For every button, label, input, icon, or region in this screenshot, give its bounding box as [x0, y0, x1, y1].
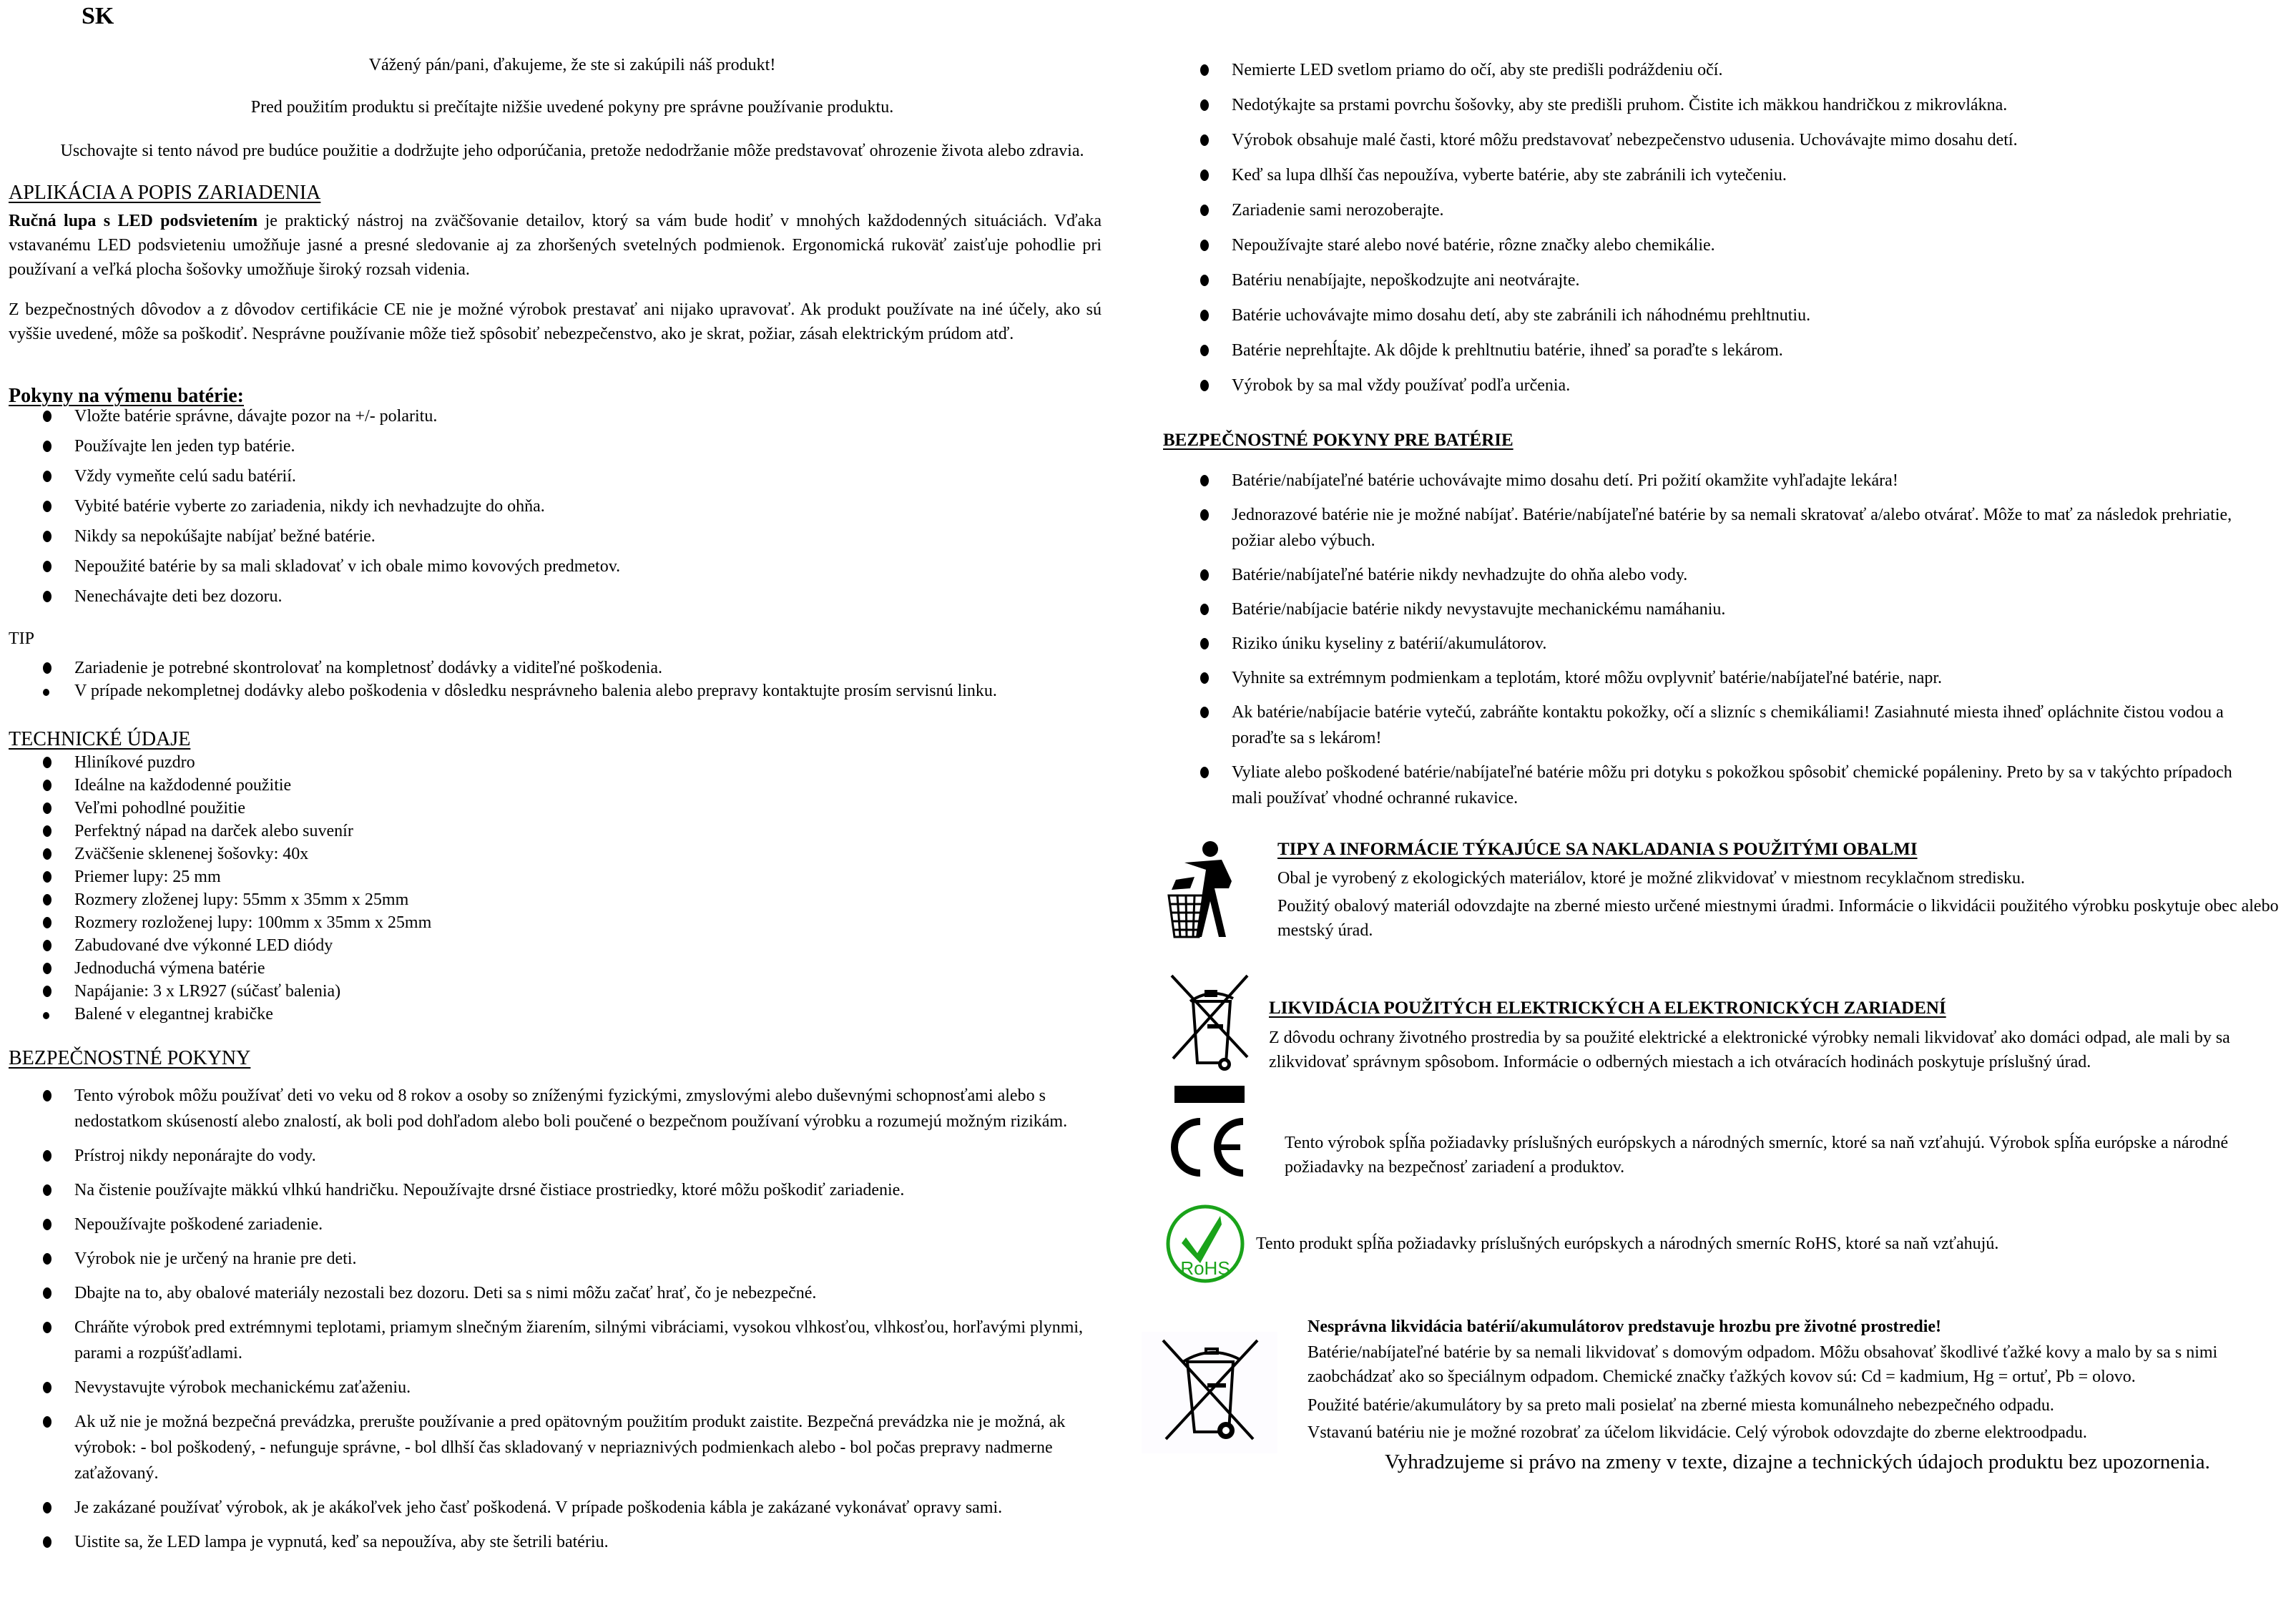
bullet-icon [43, 940, 51, 951]
bullet-icon [43, 848, 51, 860]
list-item [0, 887, 1116, 913]
packaging-text-1: Obal je vyrobený z ekologických materiálov, ktoré je možné zlikvidovať v miestnom recyklačnom stredisku. [1277, 869, 2026, 888]
list-item [1157, 760, 2259, 811]
list-item [0, 1529, 1102, 1555]
bullet-icon [43, 802, 51, 814]
list-item [0, 910, 1116, 936]
list-item-text: Zariadenie je potrebné skontrolovať na kompletnosť dodávky a viditeľné poškodenia. [74, 659, 663, 677]
bullet-icon [43, 471, 51, 482]
list-item [1157, 303, 2273, 328]
list-item [0, 1001, 1116, 1027]
list-item [0, 1280, 1102, 1306]
bullet-icon [43, 1536, 51, 1548]
bullet-icon [43, 1219, 51, 1230]
bullet-icon [43, 1416, 51, 1428]
list-item [1157, 597, 2259, 622]
rohs-check-icon [1164, 1203, 1246, 1285]
rohs-label: RoHS [1180, 1257, 1230, 1279]
read-before-text: Pred použitím produktu si prečítajte nižšie uvedené pokyny pre správne používanie produktu. [250, 98, 894, 117]
list-item-text: Vybité batérie vyberte zo zariadenia, nikdy ich nevhadzujte do ohňa. [74, 497, 545, 516]
battery-replacement-list [0, 403, 1116, 614]
crossed-out-wheelie-bin-icon [1169, 974, 1255, 1110]
crossed-out-bin-battery-icon [1142, 1332, 1277, 1453]
list-item-text: Nemierte LED svetlom priamo do očí, aby ste predišli podráždeniu očí. [1232, 61, 1723, 79]
list-item [1157, 92, 2273, 118]
list-item-text: Výrobok nie je určený na hranie pre deti. [74, 1250, 357, 1268]
bullet-icon [43, 1012, 49, 1019]
packaging-heading: TIPY A INFORMÁCIE TÝKAJÚCE SA NAKLADANIA S POUŽITÝMI OBALMI [1277, 840, 1918, 859]
bullet-icon [1200, 64, 1209, 76]
list-item-text: Chráňte výrobok pred extrémnymi teplotami, priamym slnečným žiarením, silnými vibráciami, vysokou vlhkosťou, vlhkosťou, horľavými plynmi, parami a rozpúšťadlami. [74, 1318, 1084, 1363]
disclaimer-text: Vyhradzujeme si právo na zmeny v texte, dizajne a technických údajoch produktu bez upozornenia. [1385, 1451, 2210, 1473]
list-item [0, 554, 1116, 579]
list-item [0, 463, 1116, 489]
bullet-icon [43, 780, 51, 791]
list-item-text: Ideálne na každodenné použitie [74, 776, 292, 795]
list-item [1157, 127, 2273, 153]
list-item-text: Rozmery zloženej lupy: 55mm x 35mm x 25mm [74, 890, 409, 909]
list-item-text: Vložte batérie správne, dávajte pozor na +/- polaritu. [74, 407, 438, 426]
list-item [0, 864, 1116, 890]
bullet-icon [43, 1287, 51, 1299]
rohs-text: Tento produkt spĺňa požiadavky príslušných európskych a národných smerníc RoHS, ktoré sa naň vzťahujú. [1256, 1235, 1999, 1253]
bullet-icon [1200, 275, 1209, 286]
bullet-icon [1200, 170, 1209, 181]
battery-disposal-heading: Nesprávna likvidácia batérií/akumulátorov predstavuje hrozbu pre životné prostredie! [1308, 1317, 1942, 1336]
list-item-text: Riziko úniku kyseliny z batérií/akumulátorov. [1232, 634, 1547, 653]
list-item-text: Keď sa lupa dlhší čas nepoužíva, vyberte batérie, aby ste zabránili ich vytečeniu. [1232, 166, 1787, 185]
weee-heading: LIKVIDÁCIA POUŽITÝCH ELEKTRICKÝCH A ELEKTRONICKÝCH ZARIADENÍ [1269, 998, 1946, 1018]
list-item [0, 818, 1116, 844]
keep-manual-text: Uschovajte si tento návod pre budúce použitie a dodržujte jeho odporúčania, pretože nedodržanie môže predstavovať ohrozenie života alebo zdravia. [60, 142, 1084, 160]
bullet-icon [43, 561, 51, 572]
bullet-icon [43, 1150, 51, 1162]
list-item-text: Veľmi pohodlné použitie [74, 799, 246, 818]
bullet-icon [1200, 767, 1209, 778]
bullet-icon [43, 1502, 51, 1513]
bullet-icon [43, 441, 51, 452]
list-item [0, 1409, 1102, 1486]
safety-heading: BEZPEČNOSTNÉ POKYNY [9, 1047, 251, 1069]
product-name: Ručná lupa s LED podsvietením [9, 212, 258, 230]
bullet-icon [43, 411, 51, 422]
list-item [0, 841, 1116, 867]
list-item [1157, 665, 2259, 691]
list-item-text: Batérie uchovávajte mimo dosahu detí, aby ste zabránili ich náhodnému prehltnutiu. [1232, 306, 1811, 325]
battery-safety-heading: BEZPEČNOSTNÉ POKYNY PRE BATÉRIE [1163, 431, 1514, 450]
list-item [1157, 502, 2259, 554]
list-item-text: Dbajte na to, aby obalové materiály nezostali bez dozoru. Deti sa s nimi môžu začať hrať, čo je nebezpečné. [74, 1284, 817, 1302]
bullet-icon [43, 531, 51, 542]
list-item-text: Tento výrobok môžu používať deti vo veku od 8 rokov a osoby so zníženými fyzickými, zmyslovými alebo duševnými schopnosťami alebo s nedostatkom skúseností alebo znalostí, ak boli pod dohľadom alebo boli poučené o bezpečnom používaní výrobku a rozumejú možným rizikám. [74, 1086, 1068, 1131]
list-item [1157, 162, 2273, 188]
list-item [0, 1212, 1102, 1237]
list-item [0, 1495, 1102, 1521]
bullet-icon [43, 1090, 51, 1101]
battery-disposal-text-3: Vstavanú batériu nie je možné rozobrať za účelom likvidácie. Celý výrobok odovzdajte do zberne elektroodpadu. [1308, 1423, 2087, 1442]
bullet-icon [43, 963, 51, 974]
list-item-text: Uistite sa, že LED lampa je vypnutá, keď sa nepoužíva, aby ste šetrili batériu. [74, 1533, 609, 1551]
list-item [1157, 57, 2273, 83]
bullet-icon [43, 1253, 51, 1265]
list-item-text: Batérie/nabíjacie batérie nikdy nevystavujte mechanickému namáhaniu. [1232, 600, 1726, 619]
bullet-icon [43, 591, 51, 602]
list-item-text: Zariadenie sami nerozoberajte. [1232, 201, 1444, 220]
list-item-text: Rozmery rozloženej lupy: 100mm x 35mm x 25mm [74, 913, 432, 932]
list-item [0, 750, 1116, 775]
list-item [0, 1177, 1102, 1203]
bullet-icon [43, 894, 51, 905]
list-item-text: Jednoduchá výmena batérie [74, 959, 265, 978]
bullet-icon [43, 917, 51, 928]
list-item-text: V prípade nekompletnej dodávky alebo poškodenia v dôsledku nesprávneho balenia alebo prepravy kontaktujte prosím servisnú linku. [74, 682, 997, 700]
bullet-icon [43, 662, 51, 674]
list-item [0, 1083, 1102, 1134]
list-item-text: Nikdy sa nepokúšajte nabíjať bežné batérie. [74, 527, 376, 546]
list-item-text: Výrobok by sa mal vždy používať podľa určenia. [1232, 376, 1571, 395]
bullet-icon [1200, 672, 1209, 684]
list-item-text: Nenechávajte deti bez dozoru. [74, 587, 283, 606]
tip-heading: TIP [9, 629, 34, 648]
bullet-icon [43, 871, 51, 883]
tip-list [0, 655, 1116, 701]
list-item [1157, 373, 2273, 398]
list-item-text: Batériu nenabíjajte, nepoškodzujte ani neotvárajte. [1232, 271, 1580, 290]
litter-bin-person-icon [1166, 837, 1245, 951]
battery-disposal-text-1: Batérie/nabíjateľné batérie by sa nemali likvidovať s domovým odpadom. Môžu obsahovať škodlivé ťažké kovy a malo by sa s nimi zaobchádzať ako so špeciálnym odpadom. Chemické značky ťažkých kovov sú: Cd = kadmium, Hg = ortuť, Pb = olovo. [1308, 1343, 2218, 1386]
bullet-icon [1200, 345, 1209, 356]
list-item [0, 403, 1116, 429]
list-item-text: Nepoužívajte poškodené zariadenie. [74, 1215, 323, 1234]
application-description [9, 209, 1102, 282]
list-item [0, 772, 1116, 798]
list-item-text: Je zakázané používať výrobok, ak je akákoľvek jeho časť poškodená. V prípade poškodenia kábla je zakázané vykonávať opravy sami. [74, 1498, 1003, 1517]
bullet-icon [43, 986, 51, 997]
packaging-text-2: Použitý obalový materiál odovzdajte na zberné miesto určené miestnymi úradmi. Informácie o likvidácii použitého výrobku poskytuje obec alebo mestský úrad. [1277, 897, 2279, 940]
bullet-icon [43, 1322, 51, 1333]
list-item-text: Hliníkové puzdro [74, 753, 195, 772]
list-item [0, 933, 1116, 958]
bullet-icon [43, 1382, 51, 1393]
list-item [1157, 197, 2273, 223]
bullet-icon [1200, 707, 1209, 718]
list-item-text: Priemer lupy: 25 mm [74, 868, 221, 886]
bullet-icon [43, 1184, 51, 1196]
list-item [0, 1246, 1102, 1272]
weee-text: Z dôvodu ochrany životného prostredia by sa použité elektrické a elektronické výrobky nemali likvidovať ako domáci odpad, ale mali by sa zlikvidovať správnym spôsobom. Informácie o odberných miestach a ich otváracích hodinách poskytuje príslušný úrad. [1269, 1029, 2230, 1071]
list-item-text: Napájanie: 3 x LR927 (súčasť balenia) [74, 982, 341, 1001]
list-item-text: Vždy vymeňte celú sadu batérií. [74, 467, 296, 486]
bullet-icon [43, 689, 49, 696]
list-item [0, 956, 1116, 981]
bullet-icon [1200, 240, 1209, 251]
list-item-text: Nedotýkajte sa prstami povrchu šošovky, aby ste predišli pruhom. Čistite ich mäkkou handričkou z mikrovlákna. [1232, 96, 2008, 114]
bullet-icon [1200, 134, 1209, 146]
list-item-text: Jednorazové batérie nie je možné nabíjať. Batérie/nabíjateľné batérie by sa nemali skratovať a/alebo otvárať. Môže to mať za následok prehriatie, požiar alebo výbuch. [1232, 506, 2232, 550]
list-item-text: Vyliate alebo poškodené batérie/nabíjateľné batérie môžu pri dotyku s pokožkou spôsobiť chemické popáleniny. Preto by sa v takýchto prípadoch mali používať vhodné ochranné rukavice. [1232, 763, 2232, 808]
list-item [0, 433, 1116, 459]
list-item [0, 584, 1116, 609]
bullet-icon [1200, 604, 1209, 615]
ce-text: Tento výrobok spĺňa požiadavky príslušných európskych a národných smerníc, ktoré sa naň vzťahujú. Výrobok spĺňa európske a národné požiadavky na bezpečnosť zariadení a produktov. [1285, 1134, 2229, 1177]
bullet-icon [43, 501, 51, 512]
safety-list [0, 1083, 1102, 1564]
list-item [1157, 468, 2259, 494]
list-item [0, 1143, 1102, 1169]
list-item [0, 678, 1116, 704]
list-item [0, 978, 1116, 1004]
description-text: je praktický nástroj na zväčšovanie detailov, ktorý sa vám bude hodiť v mnohých každodenných situáciách. Vďaka vstavanému LED podsvieteniu umožňuje jasné a presné sledovanie aj za zhoršených svetelných podmienok. Ergonomická rukoväť zaisťuje pohodlie pri používaní a veľká plocha šošovky umožňuje široký rozsah videnia. [9, 212, 1102, 279]
bullet-icon [1200, 569, 1209, 581]
list-item-text: Nepoužité batérie by sa mali skladovať v ich obale mimo kovových predmetov. [74, 557, 621, 576]
list-item [1157, 700, 2259, 751]
list-item-text: Zväčšenie sklenenej šošovky: 40x [74, 845, 309, 863]
list-item [1157, 631, 2259, 657]
ce-mark-icon [1169, 1117, 1249, 1177]
list-item-text: Balené v elegantnej krabičke [74, 1005, 273, 1024]
greeting-text: Vážený pán/pani, ďakujeme, že ste si zakúpili náš produkt! [368, 56, 776, 74]
language-code: SK [82, 3, 114, 29]
list-item-text: Výrobok obsahuje malé časti, ktoré môžu predstavovať nebezpečenstvo udusenia. Uchovávajte mimo dosahu detí. [1232, 131, 2018, 149]
list-item-text: Používajte len jeden typ batérie. [74, 437, 295, 456]
list-item [0, 494, 1116, 519]
list-item-text: Vyhnite sa extrémnym podmienkam a teplotám, ktoré môžu ovplyvniť batérie/nabíjateľné batérie, napr. [1232, 669, 1943, 687]
bullet-icon [1200, 475, 1209, 486]
list-item-text: Batérie/nabíjateľné batérie uchovávajte mimo dosahu detí. Pri požití okamžite vyhľadajte lekára! [1232, 471, 1898, 490]
list-item-text: Ak batérie/nabíjacie batérie vytečú, zabráňte kontaktu pokožky, očí a slizníc s chemikáliami! Zasiahnuté miesta ihneď opláchnite čistou vodou a poraďte sa s lekárom! [1232, 703, 2224, 747]
list-item [0, 1315, 1102, 1366]
ce-notice: Z bezpečnostných dôvodov a z dôvodov certifikácie CE nie je možné výrobok prestavať ani nijako upravovať. Ak produkt používate na iné účely, ako sú vyššie uvedené, môže sa poškodiť. Nesprávne používanie môže tiež spôsobiť nebezpečenstvo, ako je skrat, požiar, zásah elektrickým prúdom atď. [9, 300, 1102, 343]
bullet-icon [1200, 380, 1209, 391]
list-item [1157, 268, 2273, 293]
bullet-icon [43, 825, 51, 837]
list-item-text: Zabudované dve výkonné LED diódy [74, 936, 333, 955]
battery-safety-list [1157, 468, 2259, 820]
list-item-text: Na čistenie používajte mäkkú vlhkú handričku. Nepoužívajte drsné čistiace prostriedky, ktoré môžu poškodiť zariadenie. [74, 1181, 905, 1199]
list-item [0, 655, 1116, 681]
battery-replacement-heading: Pokyny na výmenu batérie: [9, 385, 244, 407]
bullet-icon [1200, 310, 1209, 321]
list-item-text: Nevystavujte výrobok mechanickému zaťaženiu. [74, 1378, 411, 1397]
list-item [0, 524, 1116, 549]
bullet-icon [1200, 205, 1209, 216]
bullet-icon [43, 757, 51, 768]
list-item-text: Batérie neprehĺtajte. Ak dôjde k prehltnutiu batérie, ihneď sa poraďte s lekárom. [1232, 341, 1783, 360]
list-item [1157, 562, 2259, 588]
application-heading: APLIKÁCIA A POPIS ZARIADENIA [9, 182, 321, 204]
list-item [1157, 232, 2273, 258]
list-item [1157, 338, 2273, 363]
battery-disposal-text-2: Použité batérie/akumulátory by sa preto mali posielať na zberné miesta komunálneho nebezpečného odpadu. [1308, 1396, 2054, 1415]
bullet-icon [1200, 99, 1209, 111]
list-item-text: Batérie/nabíjateľné batérie nikdy nevhadzujte do ohňa alebo vody. [1232, 566, 1688, 584]
list-item [0, 795, 1116, 821]
list-item-text: Prístroj nikdy neponárajte do vody. [74, 1147, 316, 1165]
safety-list-continued [1157, 57, 2273, 408]
technical-heading: TECHNICKÉ ÚDAJE [9, 728, 191, 750]
list-item-text: Nepoužívajte staré alebo nové batérie, rôzne značky alebo chemikálie. [1232, 236, 1715, 255]
list-item-text: Ak už nie je možná bezpečná prevádzka, prerušte používanie a pred opätovným použitím produkt zaistite. Bezpečná prevádzka nie je možná, ak výrobok: - bol poškodený, - nefunguje správne, - bol dlhší čas skladovaný v nepriaznivých podmienkach alebo - bol počas prepravy nadmerne zaťažovaný. [74, 1413, 1066, 1483]
list-item [0, 1375, 1102, 1400]
bullet-icon [1200, 638, 1209, 649]
list-item-text: Perfektný nápad na darček alebo suvenír [74, 822, 353, 840]
bullet-icon [1200, 509, 1209, 521]
technical-list [0, 750, 1116, 1024]
